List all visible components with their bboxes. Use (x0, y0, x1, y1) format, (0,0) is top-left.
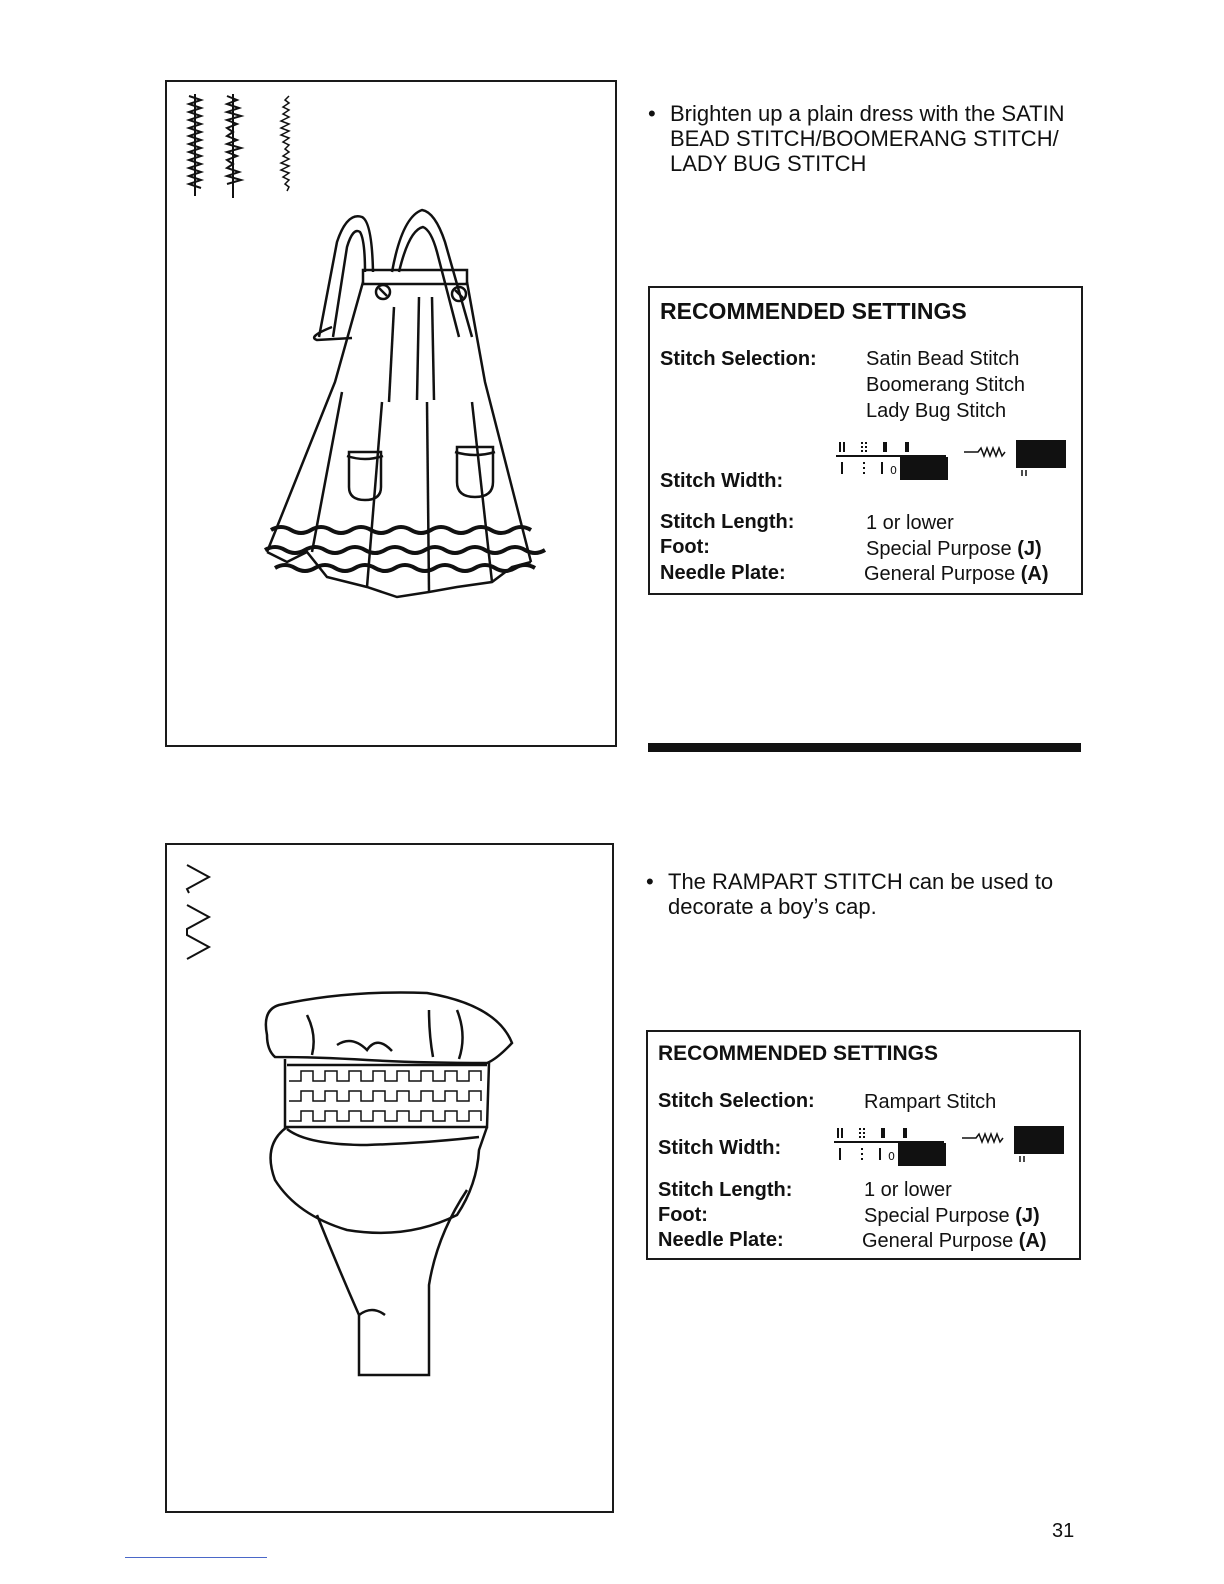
svg-text:0: 0 (890, 464, 897, 477)
recommended-settings-box (646, 1030, 1081, 1260)
description-line: Brighten up a plain dress with the SATIN (670, 101, 1065, 126)
stitch-selection-value: Lady Bug Stitch (866, 400, 1007, 422)
section-divider (648, 743, 1081, 752)
page-number: 31 (1052, 1520, 1075, 1542)
stitch-width-label: Stitch Width: (660, 470, 784, 492)
bullet-point: • (646, 869, 654, 894)
foot-name: Special Purpose (864, 1205, 1010, 1227)
scan-edge-line (125, 1557, 267, 1558)
settings-heading: RECOMMENDED SETTINGS (658, 1042, 939, 1065)
foot-label: Foot: (660, 536, 710, 558)
cap-description (646, 869, 1096, 924)
stitch-width-dial-icon (834, 1122, 1066, 1170)
needle-plate-label: Needle Plate: (660, 562, 786, 584)
bullet-point: • (648, 101, 656, 126)
needle-plate-code: (A) (1020, 563, 1049, 585)
description-line: LADY BUG STITCH (670, 151, 867, 176)
needle-plate-value (864, 561, 1049, 587)
stitch-width-label: Stitch Width: (658, 1137, 782, 1159)
foot-name: Special Purpose (866, 538, 1012, 560)
dress-illustration-frame (165, 80, 617, 747)
needle-plate-name: General Purpose (864, 563, 1016, 585)
stitch-length-value: 1 or lower (864, 1179, 952, 1201)
dress-straps (319, 210, 472, 337)
rampart-stitch-sample (187, 865, 209, 959)
foot-label: Foot: (658, 1204, 708, 1226)
foot-value (866, 536, 1042, 562)
sundress-illustration (167, 82, 619, 749)
decorative-stitch-bands (265, 527, 545, 571)
stitch-length-label: Stitch Length: (660, 511, 795, 533)
cap-drawing (266, 993, 512, 1376)
satin-bead-stitch-sample (189, 94, 201, 196)
boys-cap-illustration (167, 845, 616, 1515)
settings-heading: RECOMMENDED SETTINGS (660, 298, 967, 324)
needle-plate-name: General Purpose (862, 1230, 1014, 1252)
needle-plate-value (862, 1228, 1047, 1254)
recommended-settings-box (648, 286, 1083, 595)
stitch-selection-value: Boomerang Stitch (866, 374, 1025, 396)
stitch-selection-label: Stitch Selection: (658, 1090, 815, 1112)
cap-illustration-frame (165, 843, 614, 1513)
foot-code: (J) (1015, 1205, 1040, 1227)
stitch-length-value: 1 or lower (866, 512, 954, 534)
foot-value (864, 1203, 1040, 1229)
needle-plate-label: Needle Plate: (658, 1229, 784, 1251)
stitch-selection-value: Rampart Stitch (864, 1091, 997, 1113)
description-line: The RAMPART STITCH can be used to (668, 869, 1054, 894)
foot-code: (J) (1017, 538, 1042, 560)
stitch-selection-value: Satin Bead Stitch (866, 348, 1020, 370)
svg-text:0: 0 (888, 1150, 895, 1163)
description-line: BEAD STITCH/BOOMERANG STITCH/ (670, 126, 1059, 151)
needle-plate-code: (A) (1018, 1230, 1047, 1252)
dress-description (648, 101, 1098, 181)
stitch-length-label: Stitch Length: (658, 1179, 793, 1201)
lady-bug-stitch-sample (281, 96, 289, 191)
description-line: decorate a boy’s cap. (668, 894, 877, 919)
boomerang-stitch-sample (227, 94, 241, 198)
stitch-selection-label: Stitch Selection: (660, 348, 817, 370)
stitch-width-dial-icon (836, 436, 1068, 484)
